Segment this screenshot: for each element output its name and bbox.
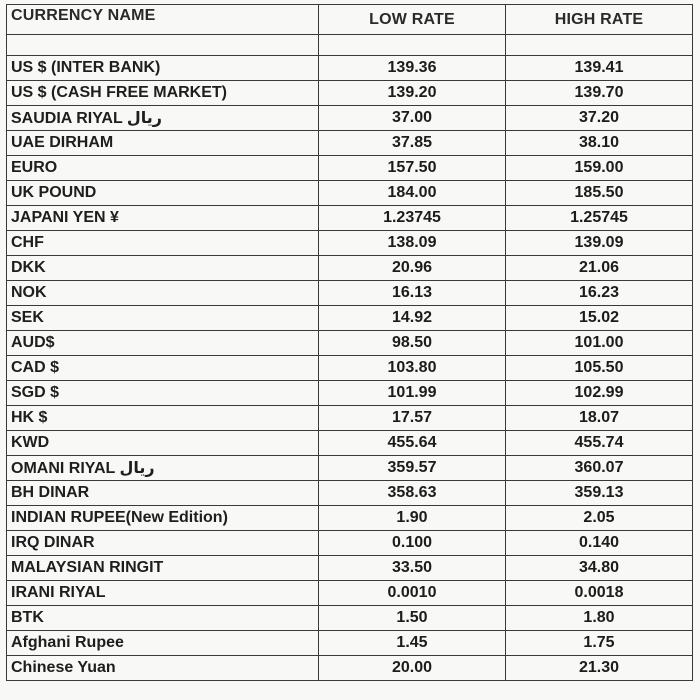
currency-name-cell: US $ (CASH FREE MARKET) bbox=[7, 81, 319, 106]
currency-rates-table bbox=[6, 4, 693, 681]
low-rate-cell: 101.99 bbox=[319, 381, 506, 406]
table-row bbox=[7, 331, 693, 356]
low-rate-cell: 20.00 bbox=[319, 656, 506, 681]
currency-name-cell: SEK bbox=[7, 306, 319, 331]
currency-name-cell: IRANI RIYAL bbox=[7, 581, 319, 606]
table-row bbox=[7, 556, 693, 581]
currency-name-cell: UK POUND bbox=[7, 181, 319, 206]
low-rate-cell: 0.100 bbox=[319, 531, 506, 556]
high-rate-cell: 18.07 bbox=[506, 406, 693, 431]
low-rate-cell: 157.50 bbox=[319, 156, 506, 181]
table-row bbox=[7, 656, 693, 681]
high-rate-cell: 1.25745 bbox=[506, 206, 693, 231]
low-rate-cell: 103.80 bbox=[319, 356, 506, 381]
low-rate-cell: 37.00 bbox=[319, 106, 506, 131]
high-rate-cell: 455.74 bbox=[506, 431, 693, 456]
currency-name-cell: UAE DIRHAM bbox=[7, 131, 319, 156]
table-row bbox=[7, 381, 693, 406]
low-rate-cell: 37.85 bbox=[319, 131, 506, 156]
low-rate-cell: 1.50 bbox=[319, 606, 506, 631]
blank-row bbox=[7, 35, 693, 56]
high-rate-cell: 139.41 bbox=[506, 56, 693, 81]
table-row bbox=[7, 481, 693, 506]
blank-cell bbox=[319, 35, 506, 56]
currency-name-cell: BTK bbox=[7, 606, 319, 631]
low-rate-cell: 455.64 bbox=[319, 431, 506, 456]
high-rate-cell: 105.50 bbox=[506, 356, 693, 381]
low-rate-cell: 17.57 bbox=[319, 406, 506, 431]
table-row bbox=[7, 156, 693, 181]
table-row bbox=[7, 631, 693, 656]
high-rate-cell: 1.80 bbox=[506, 606, 693, 631]
high-rate-cell: 1.75 bbox=[506, 631, 693, 656]
low-rate-cell: 1.90 bbox=[319, 506, 506, 531]
low-rate-cell: 139.36 bbox=[319, 56, 506, 81]
table-row bbox=[7, 456, 693, 481]
currency-name-cell: SGD $ bbox=[7, 381, 319, 406]
table-row bbox=[7, 581, 693, 606]
currency-name-cell: NOK bbox=[7, 281, 319, 306]
currency-name-cell: IRQ DINAR bbox=[7, 531, 319, 556]
low-rate-cell: 1.23745 bbox=[319, 206, 506, 231]
table-row bbox=[7, 431, 693, 456]
currency-name-cell: SAUDIA RIYAL ریال bbox=[7, 106, 319, 131]
high-rate-cell: 21.30 bbox=[506, 656, 693, 681]
high-rate-cell: 101.00 bbox=[506, 331, 693, 356]
header-low-rate: LOW RATE bbox=[319, 5, 506, 35]
high-rate-cell: 159.00 bbox=[506, 156, 693, 181]
high-rate-cell: 15.02 bbox=[506, 306, 693, 331]
high-rate-cell: 0.0018 bbox=[506, 581, 693, 606]
table-header bbox=[7, 5, 693, 35]
low-rate-cell: 139.20 bbox=[319, 81, 506, 106]
blank-cell bbox=[7, 35, 319, 56]
table-row bbox=[7, 106, 693, 131]
table-row bbox=[7, 256, 693, 281]
currency-name-cell: JAPANI YEN ¥ bbox=[7, 206, 319, 231]
table-row bbox=[7, 206, 693, 231]
low-rate-cell: 14.92 bbox=[319, 306, 506, 331]
low-rate-cell: 1.45 bbox=[319, 631, 506, 656]
low-rate-cell: 98.50 bbox=[319, 331, 506, 356]
currency-name-cell: Chinese Yuan bbox=[7, 656, 319, 681]
low-rate-cell: 0.0010 bbox=[319, 581, 506, 606]
table-row bbox=[7, 81, 693, 106]
currency-name-cell: DKK bbox=[7, 256, 319, 281]
table-row bbox=[7, 406, 693, 431]
header-row bbox=[7, 5, 693, 35]
low-rate-cell: 16.13 bbox=[319, 281, 506, 306]
currency-name-cell: OMANI RIYAL ریال bbox=[7, 456, 319, 481]
currency-name-cell: EURO bbox=[7, 156, 319, 181]
currency-name-cell: BH DINAR bbox=[7, 481, 319, 506]
table-row bbox=[7, 356, 693, 381]
table-row bbox=[7, 506, 693, 531]
currency-name-cell: KWD bbox=[7, 431, 319, 456]
low-rate-cell: 138.09 bbox=[319, 231, 506, 256]
currency-name-cell: INDIAN RUPEE(New Edition) bbox=[7, 506, 319, 531]
high-rate-cell: 21.06 bbox=[506, 256, 693, 281]
currency-name-cell: Afghani Rupee bbox=[7, 631, 319, 656]
low-rate-cell: 359.57 bbox=[319, 456, 506, 481]
currency-name-cell: CHF bbox=[7, 231, 319, 256]
table-row bbox=[7, 531, 693, 556]
high-rate-cell: 139.09 bbox=[506, 231, 693, 256]
table-row bbox=[7, 606, 693, 631]
high-rate-cell: 102.99 bbox=[506, 381, 693, 406]
table-row bbox=[7, 131, 693, 156]
low-rate-cell: 33.50 bbox=[319, 556, 506, 581]
low-rate-cell: 358.63 bbox=[319, 481, 506, 506]
high-rate-cell: 2.05 bbox=[506, 506, 693, 531]
high-rate-cell: 37.20 bbox=[506, 106, 693, 131]
currency-name-cell: MALAYSIAN RINGIT bbox=[7, 556, 319, 581]
table-row bbox=[7, 306, 693, 331]
high-rate-cell: 16.23 bbox=[506, 281, 693, 306]
high-rate-cell: 38.10 bbox=[506, 131, 693, 156]
currency-name-cell: US $ (INTER BANK) bbox=[7, 56, 319, 81]
high-rate-cell: 0.140 bbox=[506, 531, 693, 556]
low-rate-cell: 184.00 bbox=[319, 181, 506, 206]
table-row bbox=[7, 281, 693, 306]
currency-name-cell: HK $ bbox=[7, 406, 319, 431]
table-row bbox=[7, 181, 693, 206]
table-row bbox=[7, 56, 693, 81]
high-rate-cell: 34.80 bbox=[506, 556, 693, 581]
header-currency-name: CURRENCY NAME bbox=[7, 5, 319, 35]
currency-name-cell: AUD$ bbox=[7, 331, 319, 356]
low-rate-cell: 20.96 bbox=[319, 256, 506, 281]
currency-name-cell: CAD $ bbox=[7, 356, 319, 381]
high-rate-cell: 139.70 bbox=[506, 81, 693, 106]
high-rate-cell: 185.50 bbox=[506, 181, 693, 206]
blank-cell bbox=[506, 35, 693, 56]
high-rate-cell: 359.13 bbox=[506, 481, 693, 506]
table-body bbox=[7, 35, 693, 681]
table-row bbox=[7, 231, 693, 256]
header-high-rate: HIGH RATE bbox=[506, 5, 693, 35]
high-rate-cell: 360.07 bbox=[506, 456, 693, 481]
